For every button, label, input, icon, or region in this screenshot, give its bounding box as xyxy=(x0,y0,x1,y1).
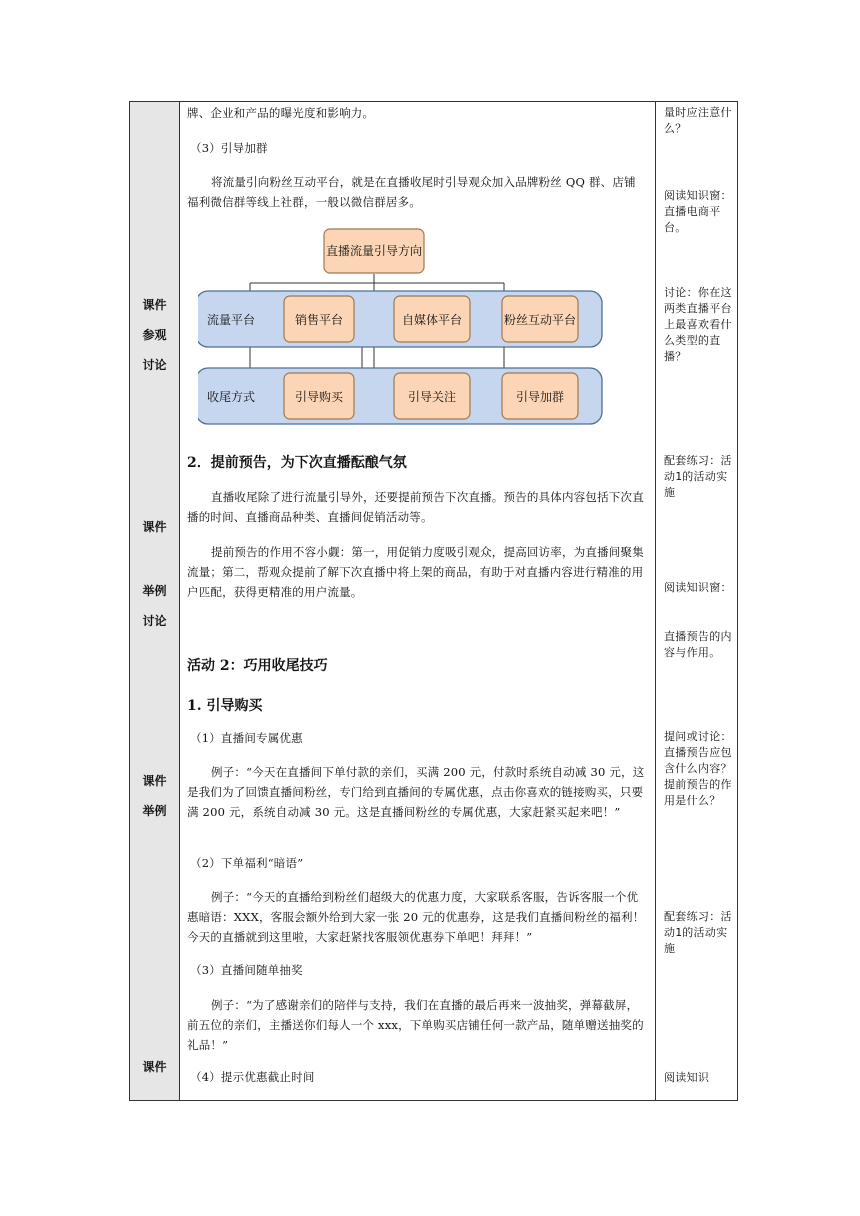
label-block-5 xyxy=(130,1060,179,1074)
label-text: 课件 xyxy=(142,774,167,788)
root-node-label: 直播流量引导方向 xyxy=(325,244,423,258)
node-guide-group: 引导加群 xyxy=(515,390,565,404)
node-guide-follow: 引导关注 xyxy=(407,390,457,404)
subheading: （1）直播间专属优惠 xyxy=(190,731,303,745)
paragraph: 例子：“今天的直播给到粉丝们超级大的优惠力度，大家联系客服，告诉客服一个优惠暗语：XXX，客服会额外给到大家一张 20 元的优惠券，这是我们直播间粉丝的福利！今天的直播就到这里啦，大家赶紧找客服领优惠券下单吧！拜拜！” xyxy=(187,890,645,944)
activity-heading: 活动 2：巧用收尾技巧 xyxy=(187,658,328,674)
label-block-3 xyxy=(130,584,179,628)
paragraph: 提前预告的作用不容小觑：第一，用促销力度吸引观众，提高回访率，为直播间聚集流量；第二，帮观众提前了解下次直播中将上架的商品，有助于对直播内容进行精准的用户匹配，获得更精准的用户流量。 xyxy=(187,545,644,599)
label-text: 举例 xyxy=(142,584,167,598)
paragraph: 例子：“今天在直播间下单付款的亲们，买满 200 元，付款时系统自动减 30 元，这是我们为了回馈直播间粉丝，专门给到直播间的专属优惠，点击你喜欢的链接购买，只要满 200 元，系统自动减 30 元。这是直播间粉丝的专属优惠，大家赶紧买起来吧！” xyxy=(187,765,645,819)
label-text: 讨论 xyxy=(142,614,167,628)
node-media-platform: 自媒体平台 xyxy=(401,313,463,327)
subheading: （3）直播间随单抽奖 xyxy=(190,963,303,977)
paragraph: 直播收尾除了进行流量引导外，还要提前预告下次直播。预告的具体内容包括下次直播的时间、直播商品种类、直播间促销活动等。 xyxy=(187,490,644,524)
label-block-1 xyxy=(130,298,179,372)
label-text: 课件 xyxy=(142,520,167,534)
margin-note: 配套练习：活动1的活动实施 xyxy=(664,910,732,955)
margin-note: 配套练习：活动1的活动实施 xyxy=(664,454,732,499)
subheading: （2）下单福利“暗语” xyxy=(190,856,304,870)
margin-note: 提问或讨论：直播预告应包含什么内容？提前预告的作用是什么？ xyxy=(664,730,732,807)
node-guide-purchase: 引导购买 xyxy=(294,390,344,404)
closing-row-label: 收尾方式 xyxy=(207,390,256,404)
label-text: 举例 xyxy=(142,804,167,818)
platform-row-label: 流量平台 xyxy=(207,313,256,327)
node-fan-platform: 粉丝互动平台 xyxy=(503,313,577,327)
left-label-column xyxy=(130,102,180,1100)
subheading: （4）提示优惠截止时间 xyxy=(190,1070,315,1084)
margin-note: 阅读知识 xyxy=(664,1071,710,1084)
paragraph: 例子：“为了感谢亲们的陪伴与支持，我们在直播的最后再来一波抽奖，弹幕截屏，前五位的亲们，主播送你们每人一个 xxx，下单购买店铺任何一款产品，随单赠送抽奖的礼品！” xyxy=(187,998,644,1052)
lesson-table xyxy=(129,101,738,1101)
margin-note: 讨论：你在这两类直播平台上最喜欢看什么类型的直播？ xyxy=(664,286,732,363)
label-text: 课件 xyxy=(142,1060,167,1074)
node-sales-platform: 销售平台 xyxy=(294,313,344,327)
section-heading: 2．提前预告，为下次直播酝酿气氛 xyxy=(187,455,407,471)
label-text: 课件 xyxy=(142,298,167,312)
margin-note: 量时应注意什么？ xyxy=(664,106,732,135)
paragraph: 将流量引向粉丝互动平台，就是在直播收尾时引导观众加入品牌粉丝 QQ 群、店铺福利微信群等线上社群，一般以微信群居多。 xyxy=(187,175,636,209)
margin-note: 直播预告的内容与作用。 xyxy=(664,630,732,659)
margin-note: 阅读知识窗： xyxy=(664,581,732,594)
label-text: 参观 xyxy=(142,328,167,342)
margin-note: 阅读知识窗：直播电商平台。 xyxy=(664,189,732,234)
label-text: 讨论 xyxy=(142,358,167,372)
flow-diagram xyxy=(198,228,604,428)
paragraph: 牌、企业和产品的曝光度和影响力。 xyxy=(187,106,375,120)
right-notes-column xyxy=(655,102,738,1100)
subheading: （3）引导加群 xyxy=(190,141,268,155)
label-block-2 xyxy=(130,520,179,534)
section-heading: 1. 引导购买 xyxy=(187,698,263,714)
label-block-4 xyxy=(130,774,179,818)
